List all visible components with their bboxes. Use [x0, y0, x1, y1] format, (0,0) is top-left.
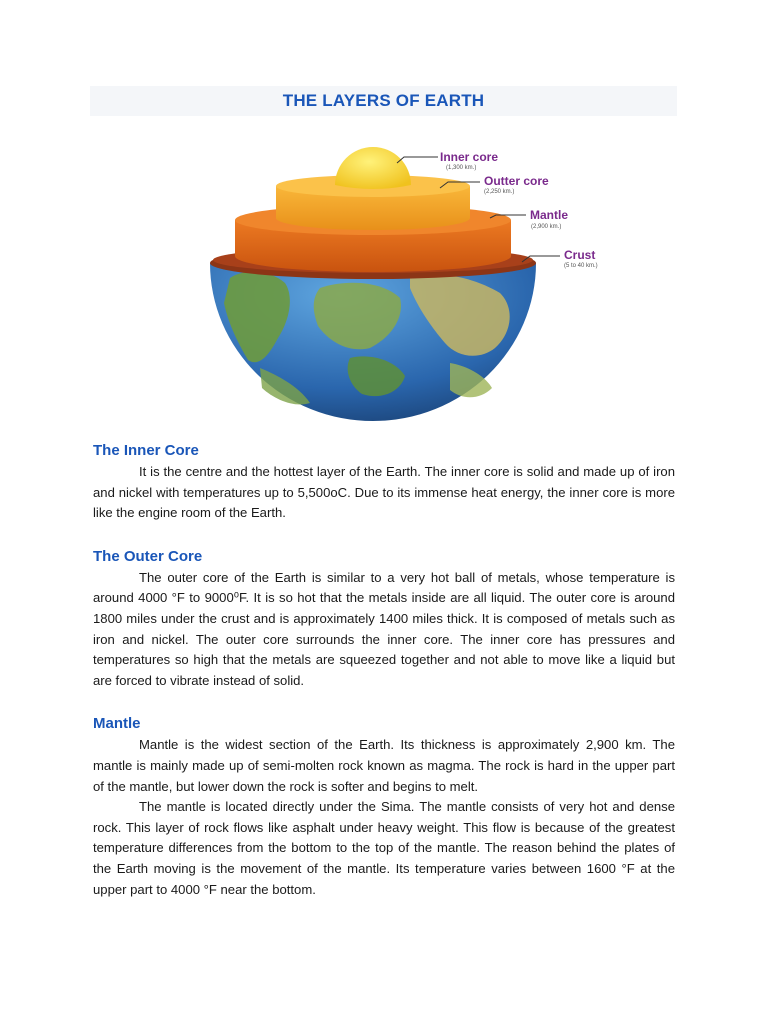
label-crust: Crust [564, 248, 596, 262]
label-inner-core-size: (1,300 km.) [446, 165, 477, 171]
page-title: THE LAYERS OF EARTH [282, 91, 485, 110]
section-heading: The Inner Core [93, 442, 199, 459]
label-outer-core-size: (2,250 km.) [484, 189, 515, 195]
title-band [90, 86, 677, 116]
section-heading: Mantle [93, 715, 141, 733]
article-body [93, 442, 675, 900]
section-paragraph: The mantle is located directly under the Sima. The mantle consists of very hot and dense rock. This layer of rock flows like asphalt under heavy weight. This flow is because of the greatest temperature differences from the bottom to the top of the mantle. The reason behind the plates of the Earth moving is the movement of the mantle. Its temperature varies between 1600 °F at the upper part to 4000 °F near the bottom. [93, 799, 675, 897]
section-inner-core [93, 442, 675, 524]
section-paragraph: It is the centre and the hottest layer of the Earth. The inner core is solid and made up of iron and nickel with temperatures up to 5,500oC. Due to its immense heat energy, the inner core is more like the engine room of the Earth. [93, 464, 675, 521]
section-paragraph: The outer core of the Earth is similar to a very hot ball of metals, whose temperature is around 4000 °F to 9000⁰F. It is so hot that the metals inside are all liquid. The outer core is around 1800 miles under the crust and is approximately 1400 miles thick. It is composed of metals such as iron and nickel. The outer core surrounds the inner core. The inner core has pressures and temperatures so high that the metals are squeezed together and not able to move like a liquid but are forced to vibrate instead of solid. [93, 569, 675, 688]
inner-core-layer [335, 147, 411, 189]
label-inner-core: Inner core [440, 150, 499, 164]
earth-hemisphere [210, 263, 536, 421]
section-outer-core [93, 548, 675, 692]
label-mantle-size: (2,900 km.) [531, 224, 562, 230]
section-heading: The Outer Core [93, 547, 203, 565]
earth-layers-figure [200, 138, 620, 428]
section-mantle [93, 715, 675, 900]
section-paragraph: Mantle is the widest section of the Earth. Its thickness is approximately 2,900 km. The mantle is mainly made up of semi-molten rock known as magma. The rock is hard in the upper part of the mantle, but lower down the rock is softer and begins to melt. [93, 737, 675, 794]
label-mantle: Mantle [530, 208, 569, 222]
label-outer-core: Outter core [484, 174, 549, 188]
earth-layers-illustration [200, 138, 620, 428]
label-crust-size: (5 to 40 km.) [564, 263, 598, 269]
